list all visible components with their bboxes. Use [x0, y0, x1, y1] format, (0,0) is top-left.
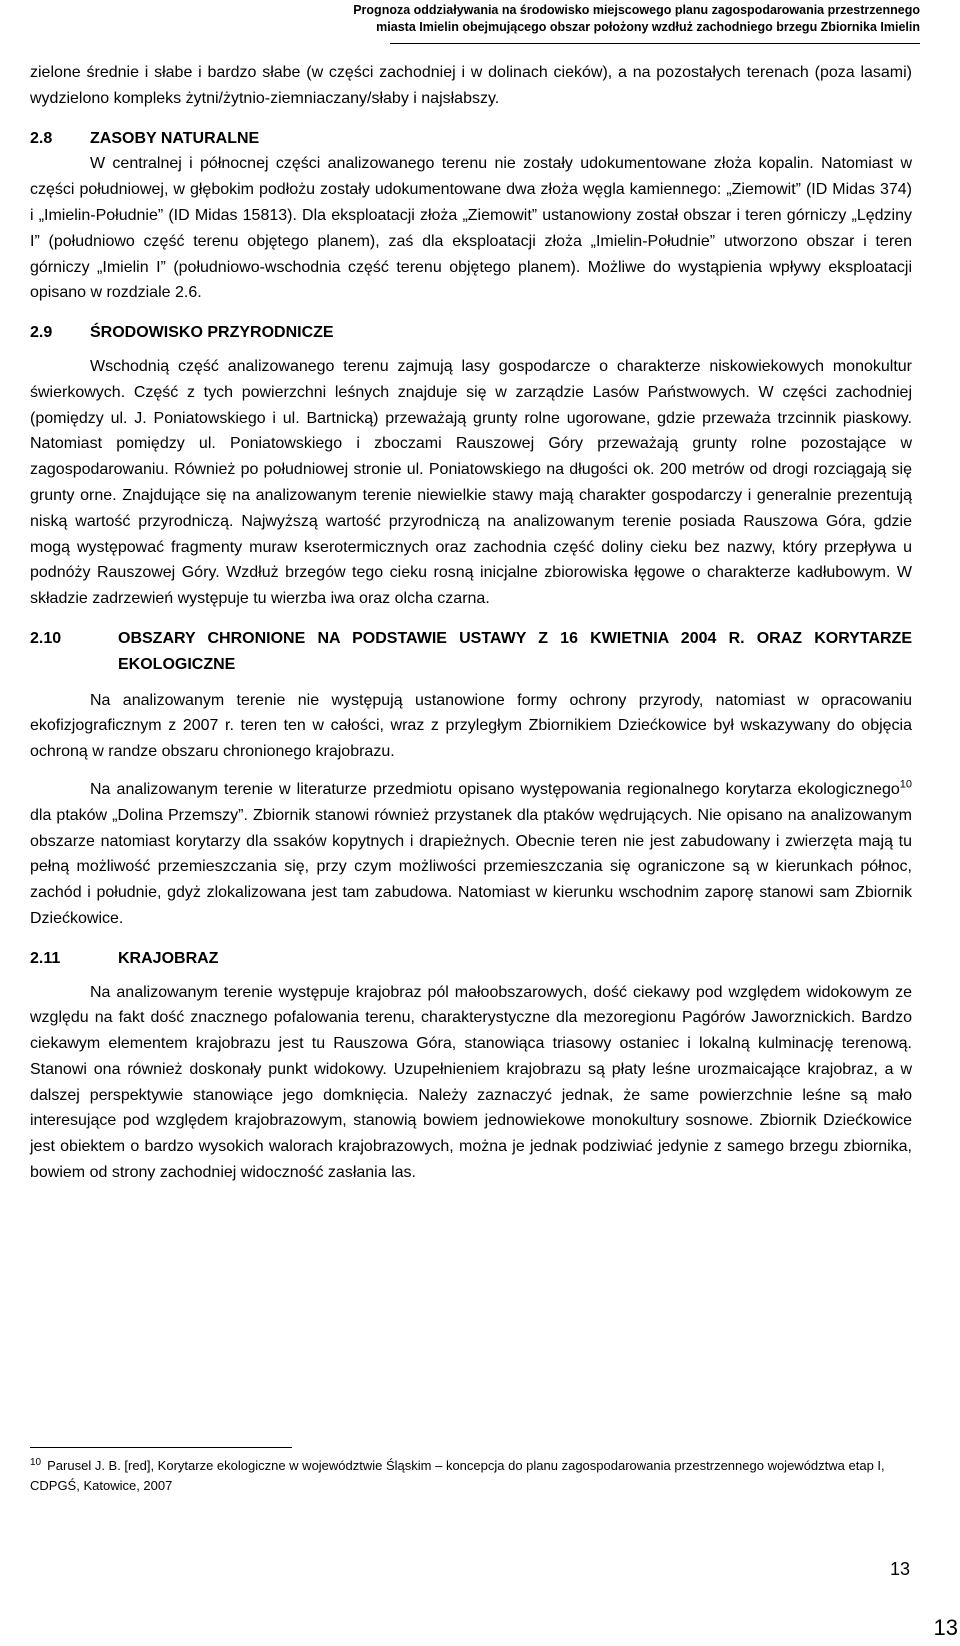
paragraph: W centralnej i północnej części analizowanego terenu nie zostały udokumentowane złoża kopalin. Natomiast w części południowej, w głębokim podłożu zostały udokumentowane dwa złoża węgla kamiennego: „Ziemowit” (ID Midas 374) i „Imielin-Południe” (ID Midas 15813). Dla eksploatacji złoża „Ziemowit” ustanowiony został obszar i teren górniczy „Lędziny I” (południowo część terenu objętego planem), zaś dla eksploatacji złoża „Imielin-Południe” utworzono obszar i teren górniczy „Imielin I” (południowo-wschodnia część terenu objętego planem). Możliwe do wystąpienia wpływy eksploatacji opisano w rozdziale 2.6. [30, 155, 912, 302]
section-heading-2-9 [30, 320, 912, 346]
paragraph: Na analizowanym terenie występuje krajobraz pól małoobszarowych, dość ciekawy pod względem widokowym ze względu na fakt dość znacznego pofalowania terenu, charakterystyczne dla mezoregionu Pagórów Jaworznickich. Bardzo ciekawym elementem krajobrazu jest tu Rauszowa Góra, stanowiąca triasowy ostaniec i lokalną kulminację terenową. Stanowi ona również doskonały punkt widokowy. Uzupełnieniem krajobrazu są płaty leśne urozmaicające krajobraz, a w dalszej perspektywie stanowiące jego domknięcia. Należy zaznaczyć jednak, że same powierzchnie leśne są mało interesujące pod względem krajobrazowym, stanowią bowiem jednowiekowe monokultury sosnowe. Zbiornik Dziećkowice jest obiektem o bardzo wysokich walorach krajobrazowych, można je jednak podziwiać jedynie z samego brzegu zbiornika, bowiem od strony zachodniej widoczność zasłania las. [30, 983, 912, 1182]
section-title: ŚRODOWISKO PRZYRODNICZE [90, 324, 334, 342]
page-number: 13 [889, 1559, 910, 1579]
section-number: 2.10 [30, 629, 62, 647]
section-heading-2-10 [30, 626, 912, 678]
header-rule [390, 43, 920, 44]
section-number: 2.11 [30, 949, 61, 967]
section-title: OBSZARY CHRONIONE NA PODSTAWIE USTAWY Z 16 KWIETNIA 2004 R. ORAZ KORYTARZE EKOLOGICZNE [118, 629, 912, 673]
section-heading-2-8 [30, 126, 912, 152]
intro-paragraph: zielone średnie i słabe i bardzo słabe (w części zachodniej i w dolinach cieków), a na pozostałych terenach (poza lasami) wydzielono kompleks żytni/żytnio-ziemniaczany/słaby i najsłabszy. [30, 64, 912, 107]
footnote-reference[interactable]: 10 [899, 778, 912, 791]
footnote-rule [30, 1447, 292, 1448]
page-number-outer: 13 [933, 1615, 958, 1640]
section-title: ZASOBY NATURALNE [90, 129, 260, 147]
header-line-2: miasta Imielin obejmującego obszar położony wzdłuż zachodniego brzegu Zbiornika Imielin [376, 20, 920, 34]
section-title: KRAJOBRAZ [118, 949, 219, 967]
running-header [40, 2, 920, 36]
footnote-mark: 10 [30, 1456, 42, 1468]
section-number: 2.8 [30, 129, 53, 147]
paragraph-text: dla ptaków „Dolina Przemszy”. Zbiornik stanowi również przystanek dla ptaków wędrujących. Nie opisano na analizowanym obszarze natomiast korytarzy dla ssaków kopytnych i drapieżnych. Obecnie teren nie jest zabudowany i zwierzęta mają tu pełną możliwość przemieszczania się, przy czym możliwości przemieszczania się ograniczone są w kierunkach północ, zachód i południe, gdyż zlokalizowana jest tam zabudowa. Natomiast w kierunku wschodnim zaporę stanowi sam Zbiornik Dziećkowice. [30, 806, 912, 927]
paragraph: Wschodnią część analizowanego terenu zajmują lasy gospodarcze o charakterze niskowiekowych monokultur świerkowych. Część z tych powierzchni leśnych znajduje się w zarządzie Lasów Państwowych. W części zachodniej (pomiędzy ul. J. Poniatowskiego i ul. Bartnicką) przeważają grunty rolne ugorowane, gdzie przeważa trzcinnik piaskowy. Natomiast pomiędzy ul. Poniatowskiego i zboczami Rauszowej Góry przeważają grunty rolne pozostające w zagospodarowaniu. Również po południowej stronie ul. Poniatowskiego na długości ok. 200 metrów od drogi rozciągają się grunty orne. Znajdujące się na analizowanym terenie niewielkie stawy mają charakter gospodarczy i generalnie prezentują niską wartość przyrodniczą. Najwyższą wartość przyrodniczą na analizowanym terenie posiada Rauszowa Góra, gdzie mogą występować fragmenty muraw kserotermicznych oraz zachodnia część doliny cieku bez nazwy, który przepływa u podnóży Rauszowej Góry. Wzdłuż brzegów tego cieku rosną inicjalne zbiorowiska łęgowe o charakterze kadłubowym. W składzie zadrzewień występuje tu wierzba iwa oraz olcha czarna. [30, 357, 912, 608]
section-number: 2.9 [30, 324, 53, 342]
header-line-1: Prognoza oddziaływania na środowisko miejscowego planu zagospodarowania przestrzennego [353, 3, 920, 17]
paragraph-with-footnote [30, 777, 912, 932]
footnote [30, 1456, 912, 1496]
footnote-text: Parusel J. B. [red], Korytarze ekologiczne w województwie Śląskim – koncepcja do planu zagospodarowania przestrzennego województwa etap I, CDPGŚ, Katowice, 2007 [30, 1458, 885, 1493]
paragraph-text: Na analizowanym terenie w literaturze przedmiotu opisano występowania regionalnego korytarza ekologicznego [90, 780, 900, 798]
main-content [30, 60, 912, 1186]
paragraph: Na analizowanym terenie nie występują ustanowione formy ochrony przyrody, natomiast w opracowaniu ekofizjograficznym z 2007 r. teren ten w całości, wraz z przyległym Zbiornikiem Dziećkowice był wskazywany do objęcia ochroną w randze obszaru chronionego krajobrazu. [30, 691, 912, 761]
section-heading-2-11 [30, 946, 912, 972]
